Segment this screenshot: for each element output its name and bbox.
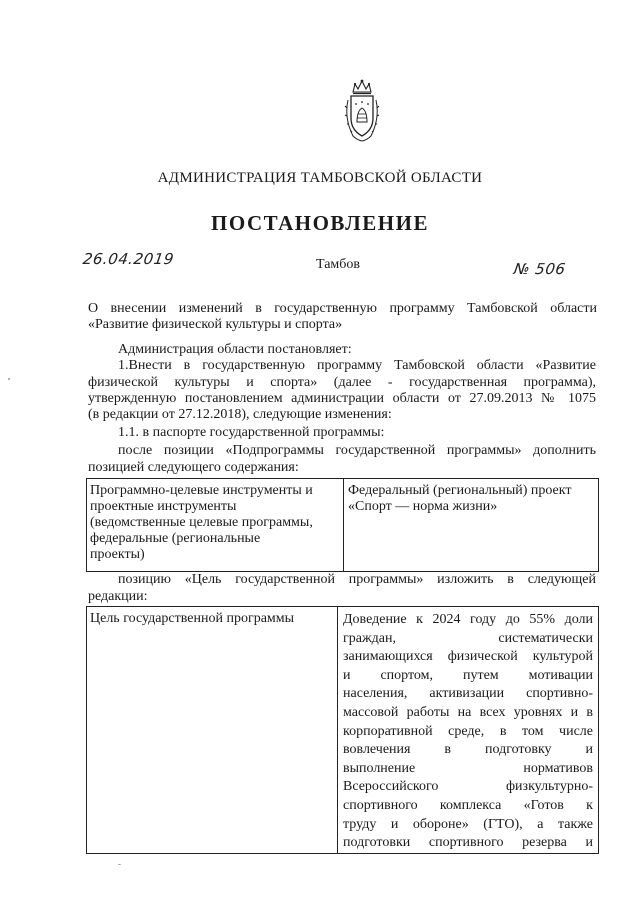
table2-right-line: выполнение нормативов [343,760,593,776]
scan-speck [118,864,121,865]
table2-right-line: массовой работы на всех уровнях и в [343,704,593,720]
handwritten-date: 26.04.2019 [81,250,176,268]
table2-right-line: граждан, систематически [343,630,593,646]
handwritten-number: № 506 [512,260,567,278]
table2-right-line: занимающихся физической культурой [343,649,593,665]
document-type-title: ПОСТАНОВЛЕНИЕ [211,211,429,235]
table1-left-line: федеральные (региональные [90,531,261,546]
table2-right-line: Доведение к 2024 году до 55% доли [343,612,593,627]
table-program-instruments [86,478,599,572]
body-line-5: (в редакции от 27.12.2018), следующие изменения: [88,407,392,422]
table-program-goal [86,606,599,854]
scan-speck [8,378,10,380]
table1-left-line: Программно-целевые инструменты и [90,483,313,498]
coat-of-arms-icon [341,78,383,144]
between-line-2: редакции: [88,589,148,604]
table2-left-line: Цель государственной программы [90,611,295,626]
table1-right-line: Федеральный (региональный) проект [348,483,572,498]
table2-right-line: труду и обороне» (ГТО), а также [343,816,593,832]
table2-right-line: и спортом, путем мотивации [343,667,593,683]
table2-right-line: спортивного комплекса «Готов к [343,797,593,813]
body-paragraph-1: Администрация области постановляет: [118,342,352,357]
between-line-1: позицию «Цель государственной программы» изложить в следующей [118,572,596,587]
table2-right-line: вовлечения в подготовку и [343,742,593,758]
body-line-2: 1.Внести в государственную программу Тамбовской области «Развитие [118,358,596,373]
table1-right-cell [348,483,594,515]
table2-right-line: подготовки спортивного резерва и [343,835,593,851]
table1-left-line: (ведомственные целевые программы, [90,515,313,530]
table2-right-line: населения, активизации спортивно- [343,686,593,702]
body-line-4: утвержденную постановлением администрации области от 27.09.2013 № 1075 [88,391,596,406]
body-line-8: позицией следующего содержания: [88,460,299,475]
city-name: Тамбов [316,257,361,272]
subject-line-2: «Развитие физической культуры и спорта» [88,317,343,332]
body-line-7: после позиции «Подпрограммы государственной программы» дополнить [118,443,596,458]
table2-right-line: Всероссийского физкультурно- [343,779,593,795]
table1-left-line: проекты) [90,547,145,562]
subject-line-1: О внесении изменений в государственную программу Тамбовской области [88,301,597,316]
table1-right-line: «Спорт — норма жизни» [348,499,498,514]
table2-right-line: корпоративной среде, в том числе [343,723,593,739]
issuing-authority: АДМИНИСТРАЦИЯ ТАМБОВСКОЙ ОБЛАСТИ [157,170,483,186]
table1-left-cell [90,483,340,563]
body-line-6: 1.1. в паспорте государственной программы: [118,425,385,440]
table2-right-cell [343,611,593,853]
table2-left-cell [90,611,334,627]
table1-left-line: проектные инструменты [90,499,237,514]
body-line-3: физической культуры и спорта» (далее - государственная программа), [88,375,596,390]
